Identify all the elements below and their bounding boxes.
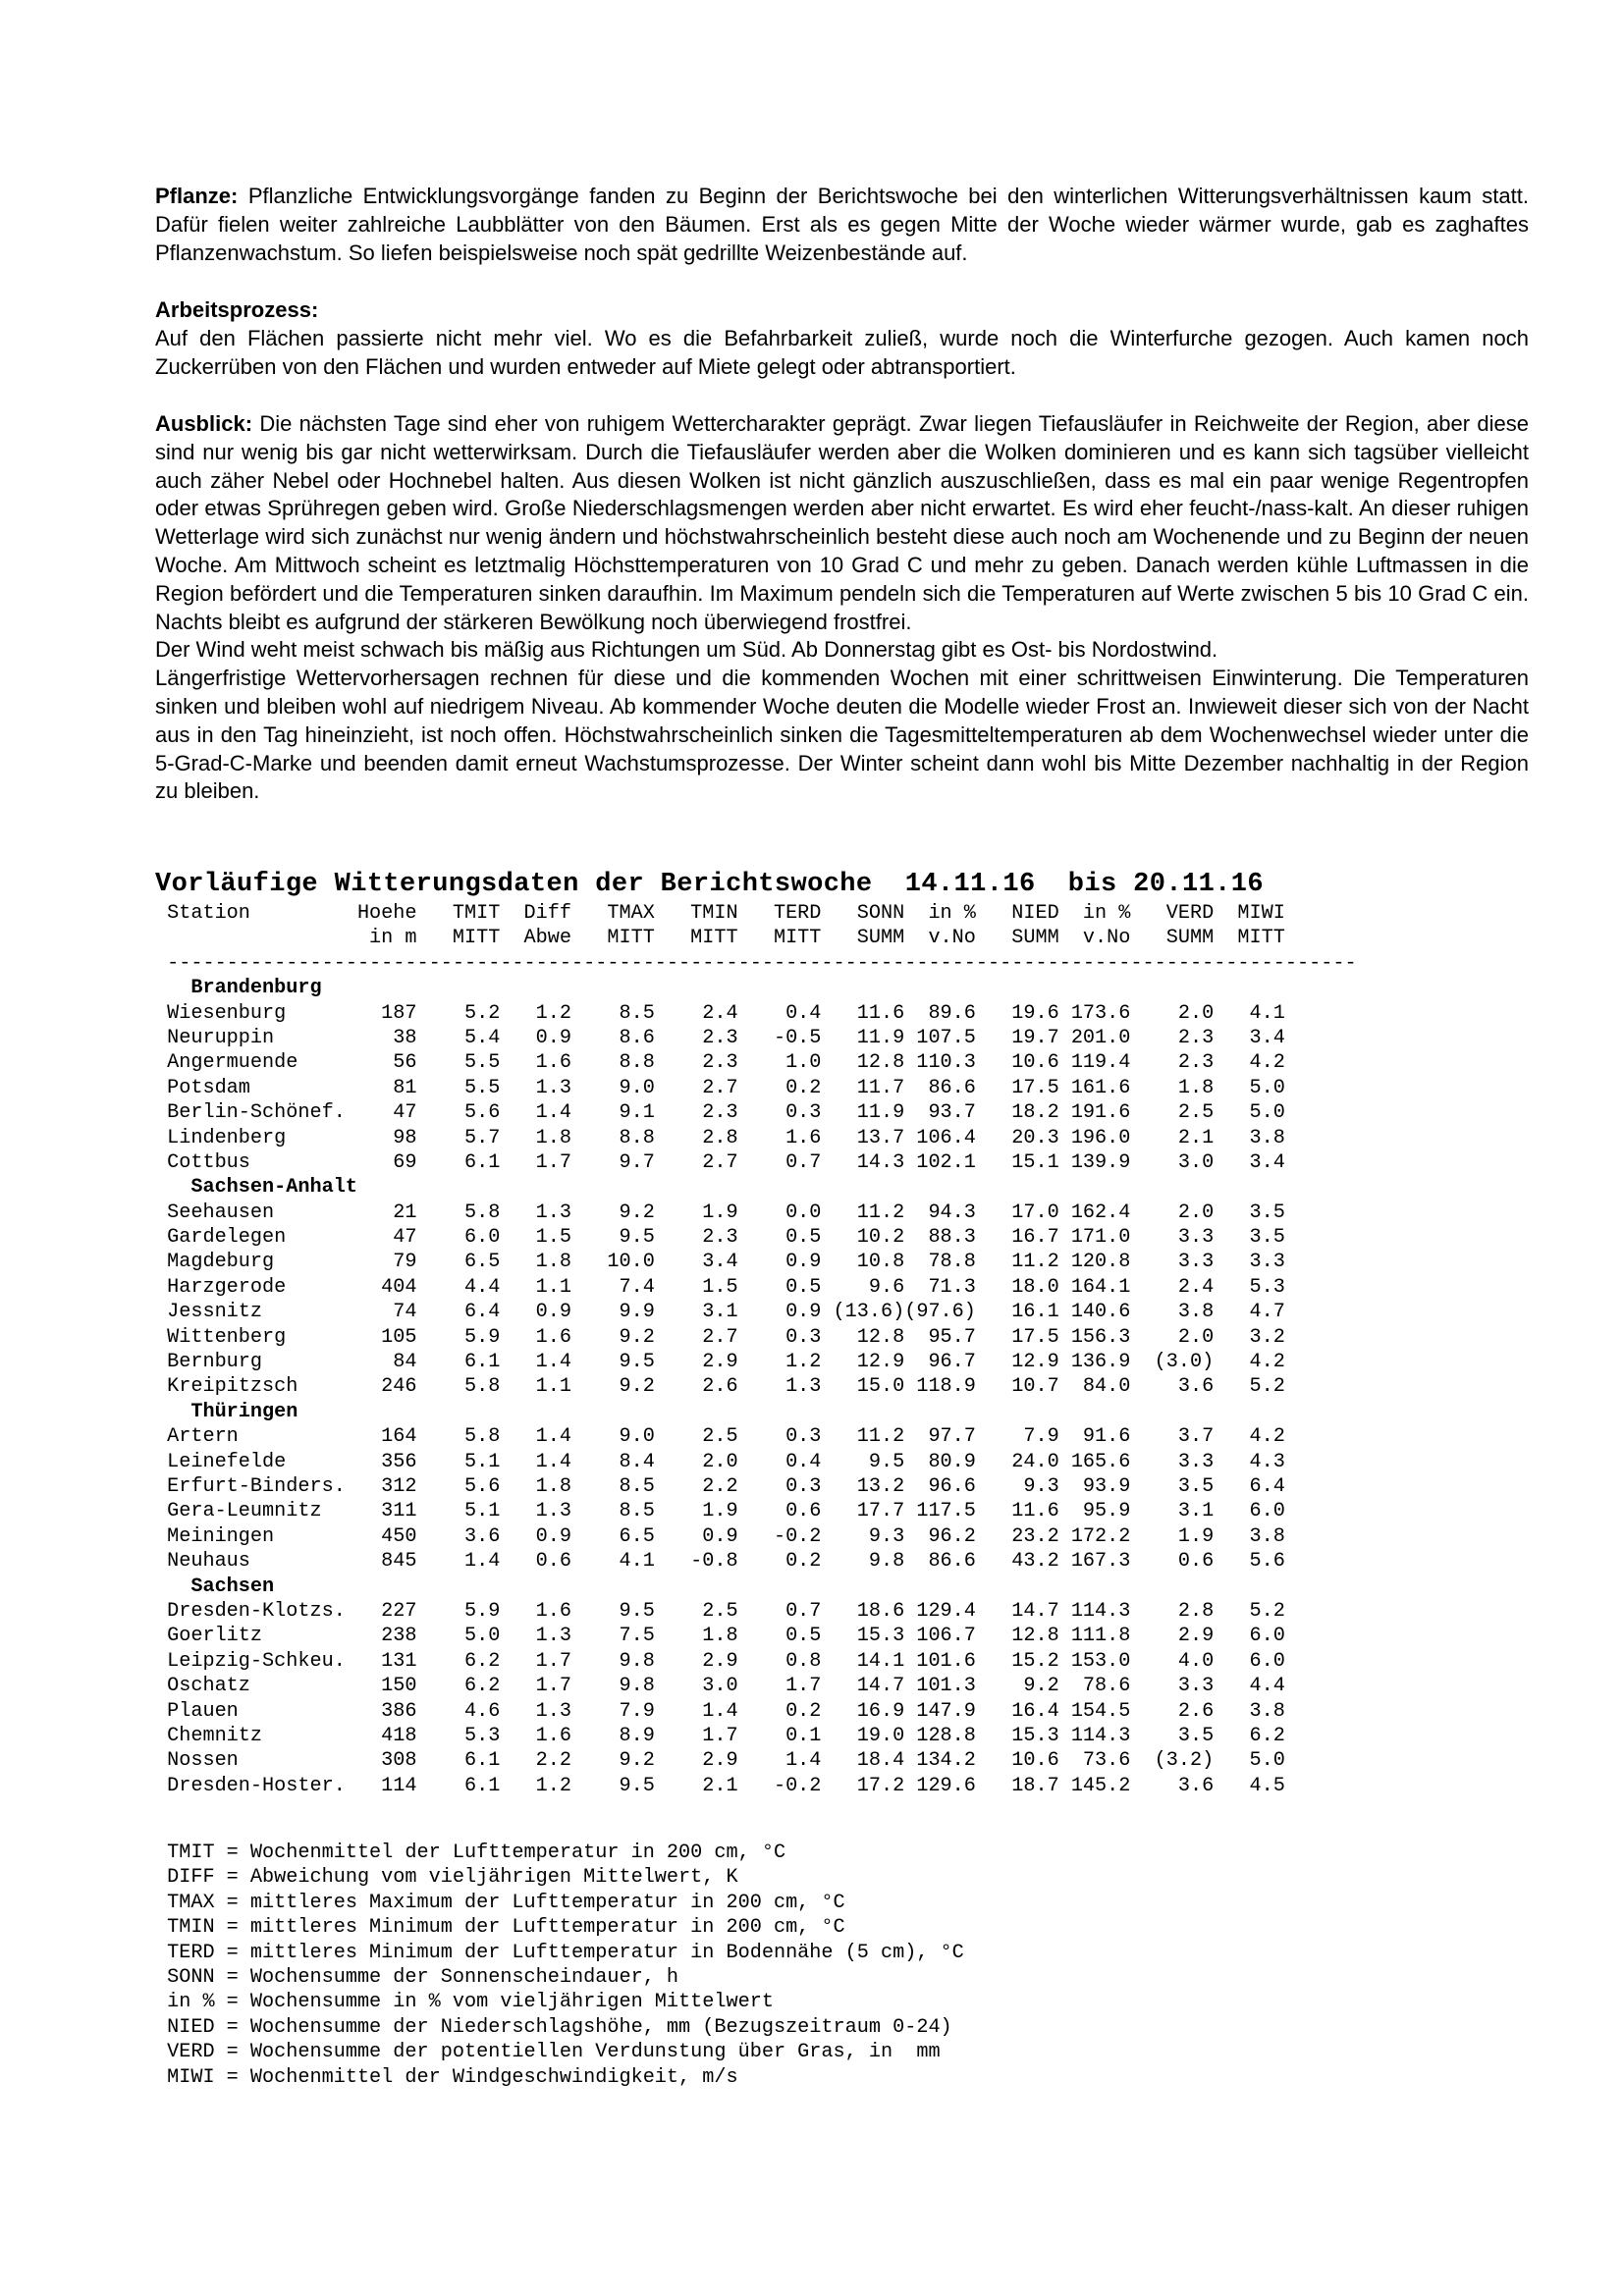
region-header: Sachsen <box>155 1575 275 1598</box>
region-header: Thüringen <box>155 1400 298 1423</box>
abbreviation-legend <box>155 1841 964 2090</box>
table-row: Goerlitz 238 5.0 1.3 7.5 1.8 0.5 15.3 106.7 12.8 111.8 2.9 6.0 <box>155 1625 1285 1648</box>
region-header: Brandenburg <box>155 977 322 1000</box>
table-row: Lindenberg 98 5.7 1.8 8.8 2.8 1.6 13.7 106.4 20.3 196.0 2.1 3.8 <box>155 1126 1285 1149</box>
table-row: Potsdam 81 5.5 1.3 9.0 2.7 0.2 11.7 86.6 17.5 161.6 1.8 5.0 <box>155 1076 1285 1099</box>
legend-line: TMAX = mittleres Maximum der Lufttemperatur in 200 cm, °C <box>155 1891 845 1914</box>
table-row: Angermuende 56 5.5 1.6 8.8 2.3 1.0 12.8 110.3 10.6 119.4 2.3 4.2 <box>155 1051 1285 1075</box>
section-heading: Pflanze: <box>155 184 239 208</box>
section-text: Pflanzliche Entwicklungsvorgänge fanden zu Beginn der Berichtswoche bei den winterlichen Witterungsverhältnissen kaum statt. Dafür fielen weiter zahlreiche Laubblätter von den Bäumen. Erst als es gegen Mitte der Woche wieder wärmer wurde, gab es zaghaftes Pflanzenwachstum. So liefen beispielsweise noch spät gedrillte Weizenbestände auf. <box>155 184 1529 265</box>
table-header-row: Station Hoehe TMIT Diff TMAX TMIN TERD SONN in % NIED in % VERD MIWI <box>155 902 1285 925</box>
legend-line: TERD = mittleres Minimum der Lufttemperatur in Bodennähe (5 cm), °C <box>155 1941 964 1964</box>
table-row: Chemnitz 418 5.3 1.6 8.9 1.7 0.1 19.0 128.8 15.3 114.3 3.5 6.2 <box>155 1724 1285 1747</box>
table-row: Erfurt-Binders. 312 5.6 1.8 8.5 2.2 0.3 13.2 96.6 9.3 93.9 3.5 6.4 <box>155 1474 1285 1498</box>
table-row: Plauen 386 4.6 1.3 7.9 1.4 0.2 16.9 147.9 16.4 154.5 2.6 3.8 <box>155 1699 1285 1723</box>
table-row: Leinefelde 356 5.1 1.4 8.4 2.0 0.4 9.5 80.9 24.0 165.6 3.3 4.3 <box>155 1450 1285 1473</box>
legend-line: DIFF = Abweichung vom vieljährigen Mittelwert, K <box>155 1866 738 1890</box>
table-row: Wittenberg 105 5.9 1.6 9.2 2.7 0.3 12.8 95.7 17.5 156.3 2.0 3.2 <box>155 1325 1285 1349</box>
table-row: Seehausen 21 5.8 1.3 9.2 1.9 0.0 11.2 94.3 17.0 162.4 2.0 3.5 <box>155 1201 1285 1224</box>
table-row: Dresden-Klotzs. 227 5.9 1.6 9.5 2.5 0.7 18.6 129.4 14.7 114.3 2.8 5.2 <box>155 1599 1285 1623</box>
table-row: Bernburg 84 6.1 1.4 9.5 2.9 1.2 12.9 96.7 12.9 136.9 (3.0) 4.2 <box>155 1351 1285 1374</box>
section-text: Die nächsten Tage sind eher von ruhigem Wettercharakter geprägt. Zwar liegen Tiefausläufer in Reichweite der Region, aber diese sind nur wenig bis gar nicht wetterwirksam. Durch die Tiefausläufer werden aber die Wolken dominieren und es kann sich tagsüber vielleicht auch zäher Nebel oder Hochnebel halten. Aus diesen Wolken ist nicht gänzlich auszuschließen, dass es mal ein paar wenige Regentropfen oder etwas Sprühregen geben wird. Große Niederschlagsmengen werden aber nicht erwartet. Es wird eher feucht-/nass-kalt. An dieser ruhigen Wetterlage wird sich zunächst nur wenig ändern und höchstwahrscheinlich besteht diese auch noch am Wochenende und zu Beginn der neuen Woche. Am Mittwoch scheint es letztmalig Höchsttemperaturen von 10 Grad C und mehr zu geben. Danach werden kühle Luftmassen in die Region befördert und die Temperaturen sinken daraufhin. Im Maximum pendeln sich die Temperaturen auf Werte zwischen 5 bis 10 Grad C ein. Nachts bleibt es aufgrund der stärkeren Bewölkung noch überwiegend frostfrei. <box>155 411 1529 634</box>
table-row: Neuruppin 38 5.4 0.9 8.6 2.3 -0.5 11.9 107.5 19.7 201.0 2.3 3.4 <box>155 1026 1285 1049</box>
table-row: Cottbus 69 6.1 1.7 9.7 2.7 0.7 14.3 102.1 15.1 139.9 3.0 3.4 <box>155 1150 1285 1174</box>
section-pflanze <box>155 183 1529 267</box>
table-row: Meiningen 450 3.6 0.9 6.5 0.9 -0.2 9.3 96.2 23.2 172.2 1.9 3.8 <box>155 1524 1285 1548</box>
table-separator: ---------------------------------------------------------------------------------------------------- <box>155 951 1357 975</box>
legend-line: TMIT = Wochenmittel der Lufttemperatur in 200 cm, °C <box>155 1842 786 1864</box>
section-arbeitsprozess <box>155 296 1529 381</box>
table-row: Gardelegen 47 6.0 1.5 9.5 2.3 0.5 10.2 88.3 16.7 171.0 3.3 3.5 <box>155 1226 1285 1250</box>
legend-line: MIWI = Wochenmittel der Windgeschwindigkeit, m/s <box>155 2065 738 2089</box>
table-row: Neuhaus 845 1.4 0.6 4.1 -0.8 0.2 9.8 86.6 43.2 167.3 0.6 5.6 <box>155 1550 1285 1574</box>
legend-line: NIED = Wochensumme der Niederschlagshöhe, mm (Bezugszeitraum 0-24) <box>155 2015 952 2039</box>
table-row: Oschatz 150 6.2 1.7 9.8 3.0 1.7 14.7 101.3 9.2 78.6 3.3 4.4 <box>155 1675 1285 1698</box>
legend-line: SONN = Wochensumme der Sonnenscheindauer, h <box>155 1965 679 1989</box>
legend-line: TMIN = mittleres Minimum der Lufttemperatur in 200 cm, °C <box>155 1916 845 1940</box>
table-header-row: in m MITT Abwe MITT MITT MITT SUMM v.No SUMM v.No SUMM MITT <box>155 927 1285 950</box>
table-row: Harzgerode 404 4.4 1.1 7.4 1.5 0.5 9.6 71.3 18.0 164.1 2.4 5.3 <box>155 1275 1285 1299</box>
table-row: Jessnitz 74 6.4 0.9 9.9 3.1 0.9 (13.6)(97.6) 16.1 140.6 3.8 4.7 <box>155 1301 1285 1324</box>
longterm-text: Längerfristige Wettervorhersagen rechnen für diese und die kommenden Wochen mit einer schrittweisen Einwinterung. Die Temperaturen sinken und bleiben wohl auf niedrigem Niveau. Ab kommender Woche deuten die Modelle wieder Frost an. Inwieweit dieser sich von der Nacht aus in den Tag hineinzieht, ist noch offen. Höchstwahrscheinlich sinken die Tagesmitteltemperaturen ab dem Wochenwechsel wieder unter die 5-Grad-C-Marke und beenden damit erneut Wachstumsprozesse. Der Winter scheint dann wohl bis Mitte Dezember nachhaltig in der Region zu bleiben. <box>155 666 1529 804</box>
table-row: Artern 164 5.8 1.4 9.0 2.5 0.3 11.2 97.7 7.9 91.6 3.7 4.2 <box>155 1425 1285 1449</box>
table-row: Leipzig-Schkeu. 131 6.2 1.7 9.8 2.9 0.8 14.1 101.6 15.2 153.0 4.0 6.0 <box>155 1649 1285 1673</box>
section-ausblick <box>155 410 1529 806</box>
table-row: Magdeburg 79 6.5 1.8 10.0 3.4 0.9 10.8 78.8 11.2 120.8 3.3 3.3 <box>155 1251 1285 1274</box>
section-heading: Ausblick: <box>155 411 253 436</box>
table-row: Kreipitzsch 246 5.8 1.1 9.2 2.6 1.3 15.0 118.9 10.7 84.0 3.6 5.2 <box>155 1375 1285 1399</box>
region-header: Sachsen-Anhalt <box>155 1176 357 1200</box>
table-row: Nossen 308 6.1 2.2 9.2 2.9 1.4 18.4 134.2 10.6 73.6 (3.2) 5.0 <box>155 1749 1285 1773</box>
wind-text: Der Wind weht meist schwach bis mäßig aus Richtungen um Süd. Ab Donnerstag gibt es Ost- bis Nordostwind. <box>155 637 1218 663</box>
table-row: Wiesenburg 187 5.2 1.2 8.5 2.4 0.4 11.6 89.6 19.6 173.6 2.0 4.1 <box>155 1001 1285 1025</box>
legend-line: in % = Wochensumme in % vom vieljährigen Mittelwert <box>155 1991 774 2014</box>
table-row: Dresden-Hoster. 114 6.1 1.2 9.5 2.1 -0.2 17.2 129.6 18.7 145.2 3.6 4.5 <box>155 1774 1285 1797</box>
table-row: Berlin-Schönef. 47 5.6 1.4 9.1 2.3 0.3 11.9 93.7 18.2 191.6 2.5 5.0 <box>155 1101 1285 1125</box>
section-text: Auf den Flächen passierte nicht mehr viel. Wo es die Befahrbarkeit zuließ, wurde noch die Winterfurche gezogen. Auch kamen noch Zuckerrüben von den Flächen und wurden entweder auf Miete gelegt oder abtransportiert. <box>155 325 1529 379</box>
table-row: Gera-Leumnitz 311 5.1 1.3 8.5 1.9 0.6 17.7 117.5 11.6 95.9 3.1 6.0 <box>155 1500 1285 1523</box>
section-heading: Arbeitsprozess: <box>155 297 319 322</box>
legend-line: VERD = Wochensumme der potentiellen Verdunstung über Gras, in mm <box>155 2041 941 2064</box>
table-title: Vorläufige Witterungsdaten der Berichtswoche 14.11.16 bis 20.11.16 <box>155 870 1264 899</box>
weather-data-table <box>155 901 1357 1798</box>
